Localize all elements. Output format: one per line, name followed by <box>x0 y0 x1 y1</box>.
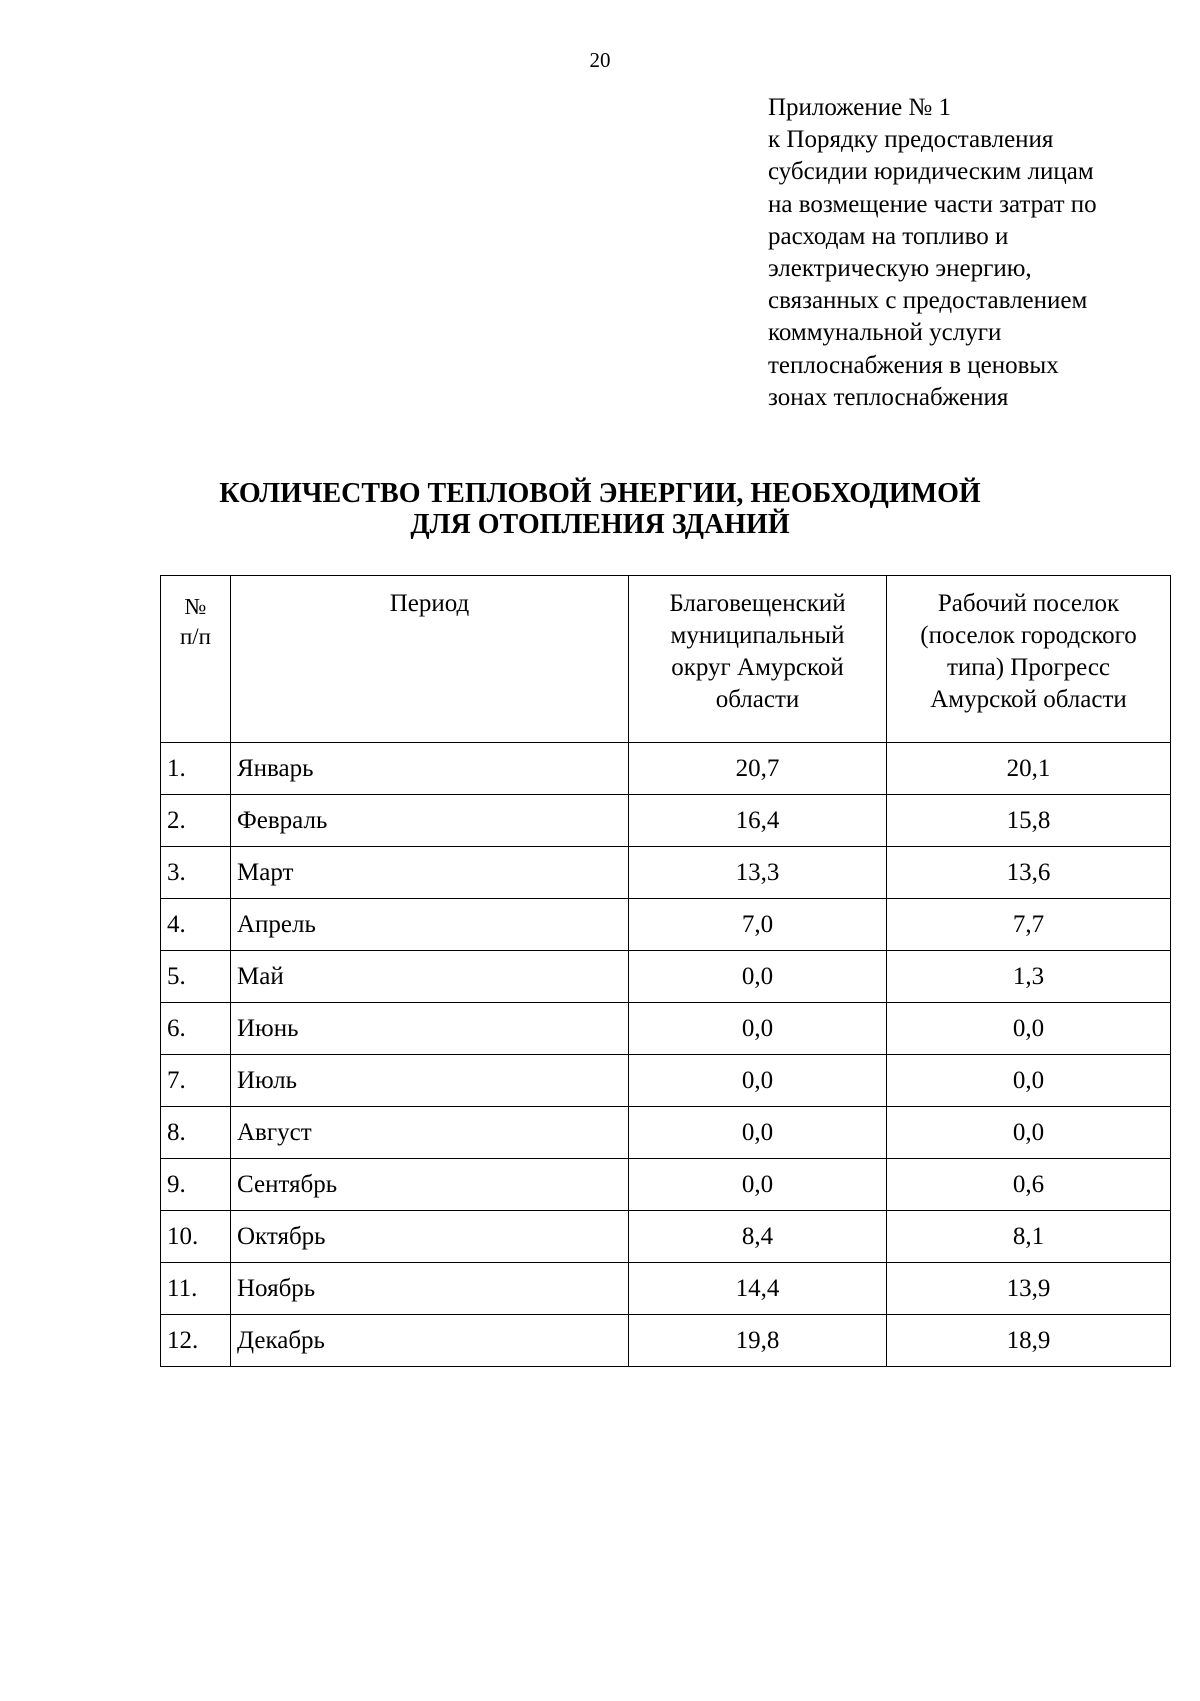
row-period: Март <box>231 847 629 899</box>
row-value-blagoveshchensk: 0,0 <box>629 1055 887 1107</box>
row-number: 9. <box>161 1159 231 1211</box>
row-number: 3. <box>161 847 231 899</box>
row-period: Апрель <box>231 899 629 951</box>
row-value-blagoveshchensk: 8,4 <box>629 1211 887 1263</box>
row-value-progress: 0,6 <box>887 1159 1171 1211</box>
row-value-progress: 20,1 <box>887 743 1171 795</box>
row-period: Май <box>231 951 629 1003</box>
row-period: Октябрь <box>231 1211 629 1263</box>
header-period: Период <box>231 576 629 743</box>
document-title-line-1: КОЛИЧЕСТВО ТЕПЛОВОЙ ЭНЕРГИИ, НЕОБХОДИМОЙ <box>219 478 981 509</box>
appendix-line: Приложение № 1 <box>768 94 952 121</box>
row-period: Июль <box>231 1055 629 1107</box>
table-row <box>161 795 1171 847</box>
row-number: 10. <box>161 1211 231 1263</box>
header-col1-line: области <box>715 686 800 713</box>
table-row <box>161 951 1171 1003</box>
header-number-symbol: № <box>184 594 207 619</box>
header-col2-line: Амурской области <box>930 686 1127 713</box>
table-row <box>161 1055 1171 1107</box>
row-number: 1. <box>161 743 231 795</box>
table-row <box>161 1003 1171 1055</box>
row-value-progress: 15,8 <box>887 795 1171 847</box>
row-number: 2. <box>161 795 231 847</box>
row-number: 11. <box>161 1263 231 1315</box>
row-period: Декабрь <box>231 1315 629 1367</box>
row-value-blagoveshchensk: 0,0 <box>629 951 887 1003</box>
row-number: 4. <box>161 899 231 951</box>
row-value-blagoveshchensk: 0,0 <box>629 1107 887 1159</box>
table-row <box>161 743 1171 795</box>
row-value-blagoveshchensk: 14,4 <box>629 1263 887 1315</box>
table-row <box>161 1315 1171 1367</box>
header-col1-line: округ Амурской <box>671 654 844 681</box>
table-row <box>161 899 1171 951</box>
row-value-progress: 0,0 <box>887 1107 1171 1159</box>
row-value-progress: 13,6 <box>887 847 1171 899</box>
row-period: Июнь <box>231 1003 629 1055</box>
row-value-progress: 13,9 <box>887 1263 1171 1315</box>
row-number: 7. <box>161 1055 231 1107</box>
heat-energy-table <box>160 575 1171 1367</box>
appendix-line: теплоснабжения в ценовых <box>768 351 1059 379</box>
header-number <box>161 576 231 743</box>
table-row <box>161 847 1171 899</box>
row-period: Январь <box>231 743 629 795</box>
appendix-line: связанных с предоставлением <box>768 287 1088 315</box>
row-period: Февраль <box>231 795 629 847</box>
header-col2-line: типа) Прогресс <box>946 654 1111 681</box>
header-col2-line: Рабочий поселок <box>937 590 1120 617</box>
row-value-progress: 7,7 <box>887 899 1171 951</box>
table-header-row <box>161 576 1171 743</box>
appendix-block <box>768 92 1188 414</box>
header-progress <box>887 576 1171 743</box>
row-number: 12. <box>161 1315 231 1367</box>
row-number: 6. <box>161 1003 231 1055</box>
header-col2-line: (поселок городского <box>920 622 1137 649</box>
appendix-line: субсидии юридическим лицам <box>768 158 1094 186</box>
row-value-progress: 8,1 <box>887 1211 1171 1263</box>
row-value-blagoveshchensk: 13,3 <box>629 847 887 899</box>
header-blagoveshchensk <box>629 576 887 743</box>
document-title <box>0 478 1200 540</box>
appendix-line: расходам на топливо и <box>768 222 1009 250</box>
header-number-abbr: п/п <box>179 624 211 649</box>
table-row <box>161 1263 1171 1315</box>
row-value-progress: 18,9 <box>887 1315 1171 1367</box>
row-value-progress: 0,0 <box>887 1003 1171 1055</box>
row-value-blagoveshchensk: 19,8 <box>629 1315 887 1367</box>
document-title-line-2: ДЛЯ ОТОПЛЕНИЯ ЗДАНИЙ <box>410 509 790 540</box>
appendix-line: к Порядку предоставления <box>768 126 1054 154</box>
table-row <box>161 1107 1171 1159</box>
row-value-blagoveshchensk: 7,0 <box>629 899 887 951</box>
appendix-line: на возмещение части затрат по <box>768 190 1097 218</box>
appendix-line: коммунальной услуги <box>768 319 1002 347</box>
header-col1-line: Благовещенский <box>669 590 846 617</box>
row-value-blagoveshchensk: 16,4 <box>629 795 887 847</box>
row-period: Сентябрь <box>231 1159 629 1211</box>
row-value-progress: 1,3 <box>887 951 1171 1003</box>
header-col1-line: муниципальный <box>670 622 845 649</box>
row-number: 5. <box>161 951 231 1003</box>
row-period: Август <box>231 1107 629 1159</box>
row-value-blagoveshchensk: 0,0 <box>629 1003 887 1055</box>
row-value-progress: 0,0 <box>887 1055 1171 1107</box>
row-value-blagoveshchensk: 20,7 <box>629 743 887 795</box>
page-number: 20 <box>589 48 611 72</box>
table-row <box>161 1159 1171 1211</box>
row-number: 8. <box>161 1107 231 1159</box>
table-row <box>161 1211 1171 1263</box>
row-value-blagoveshchensk: 0,0 <box>629 1159 887 1211</box>
appendix-line: электрическую энергию, <box>768 255 1032 283</box>
appendix-line: зонах теплоснабжения <box>768 383 1009 411</box>
row-period: Ноябрь <box>231 1263 629 1315</box>
